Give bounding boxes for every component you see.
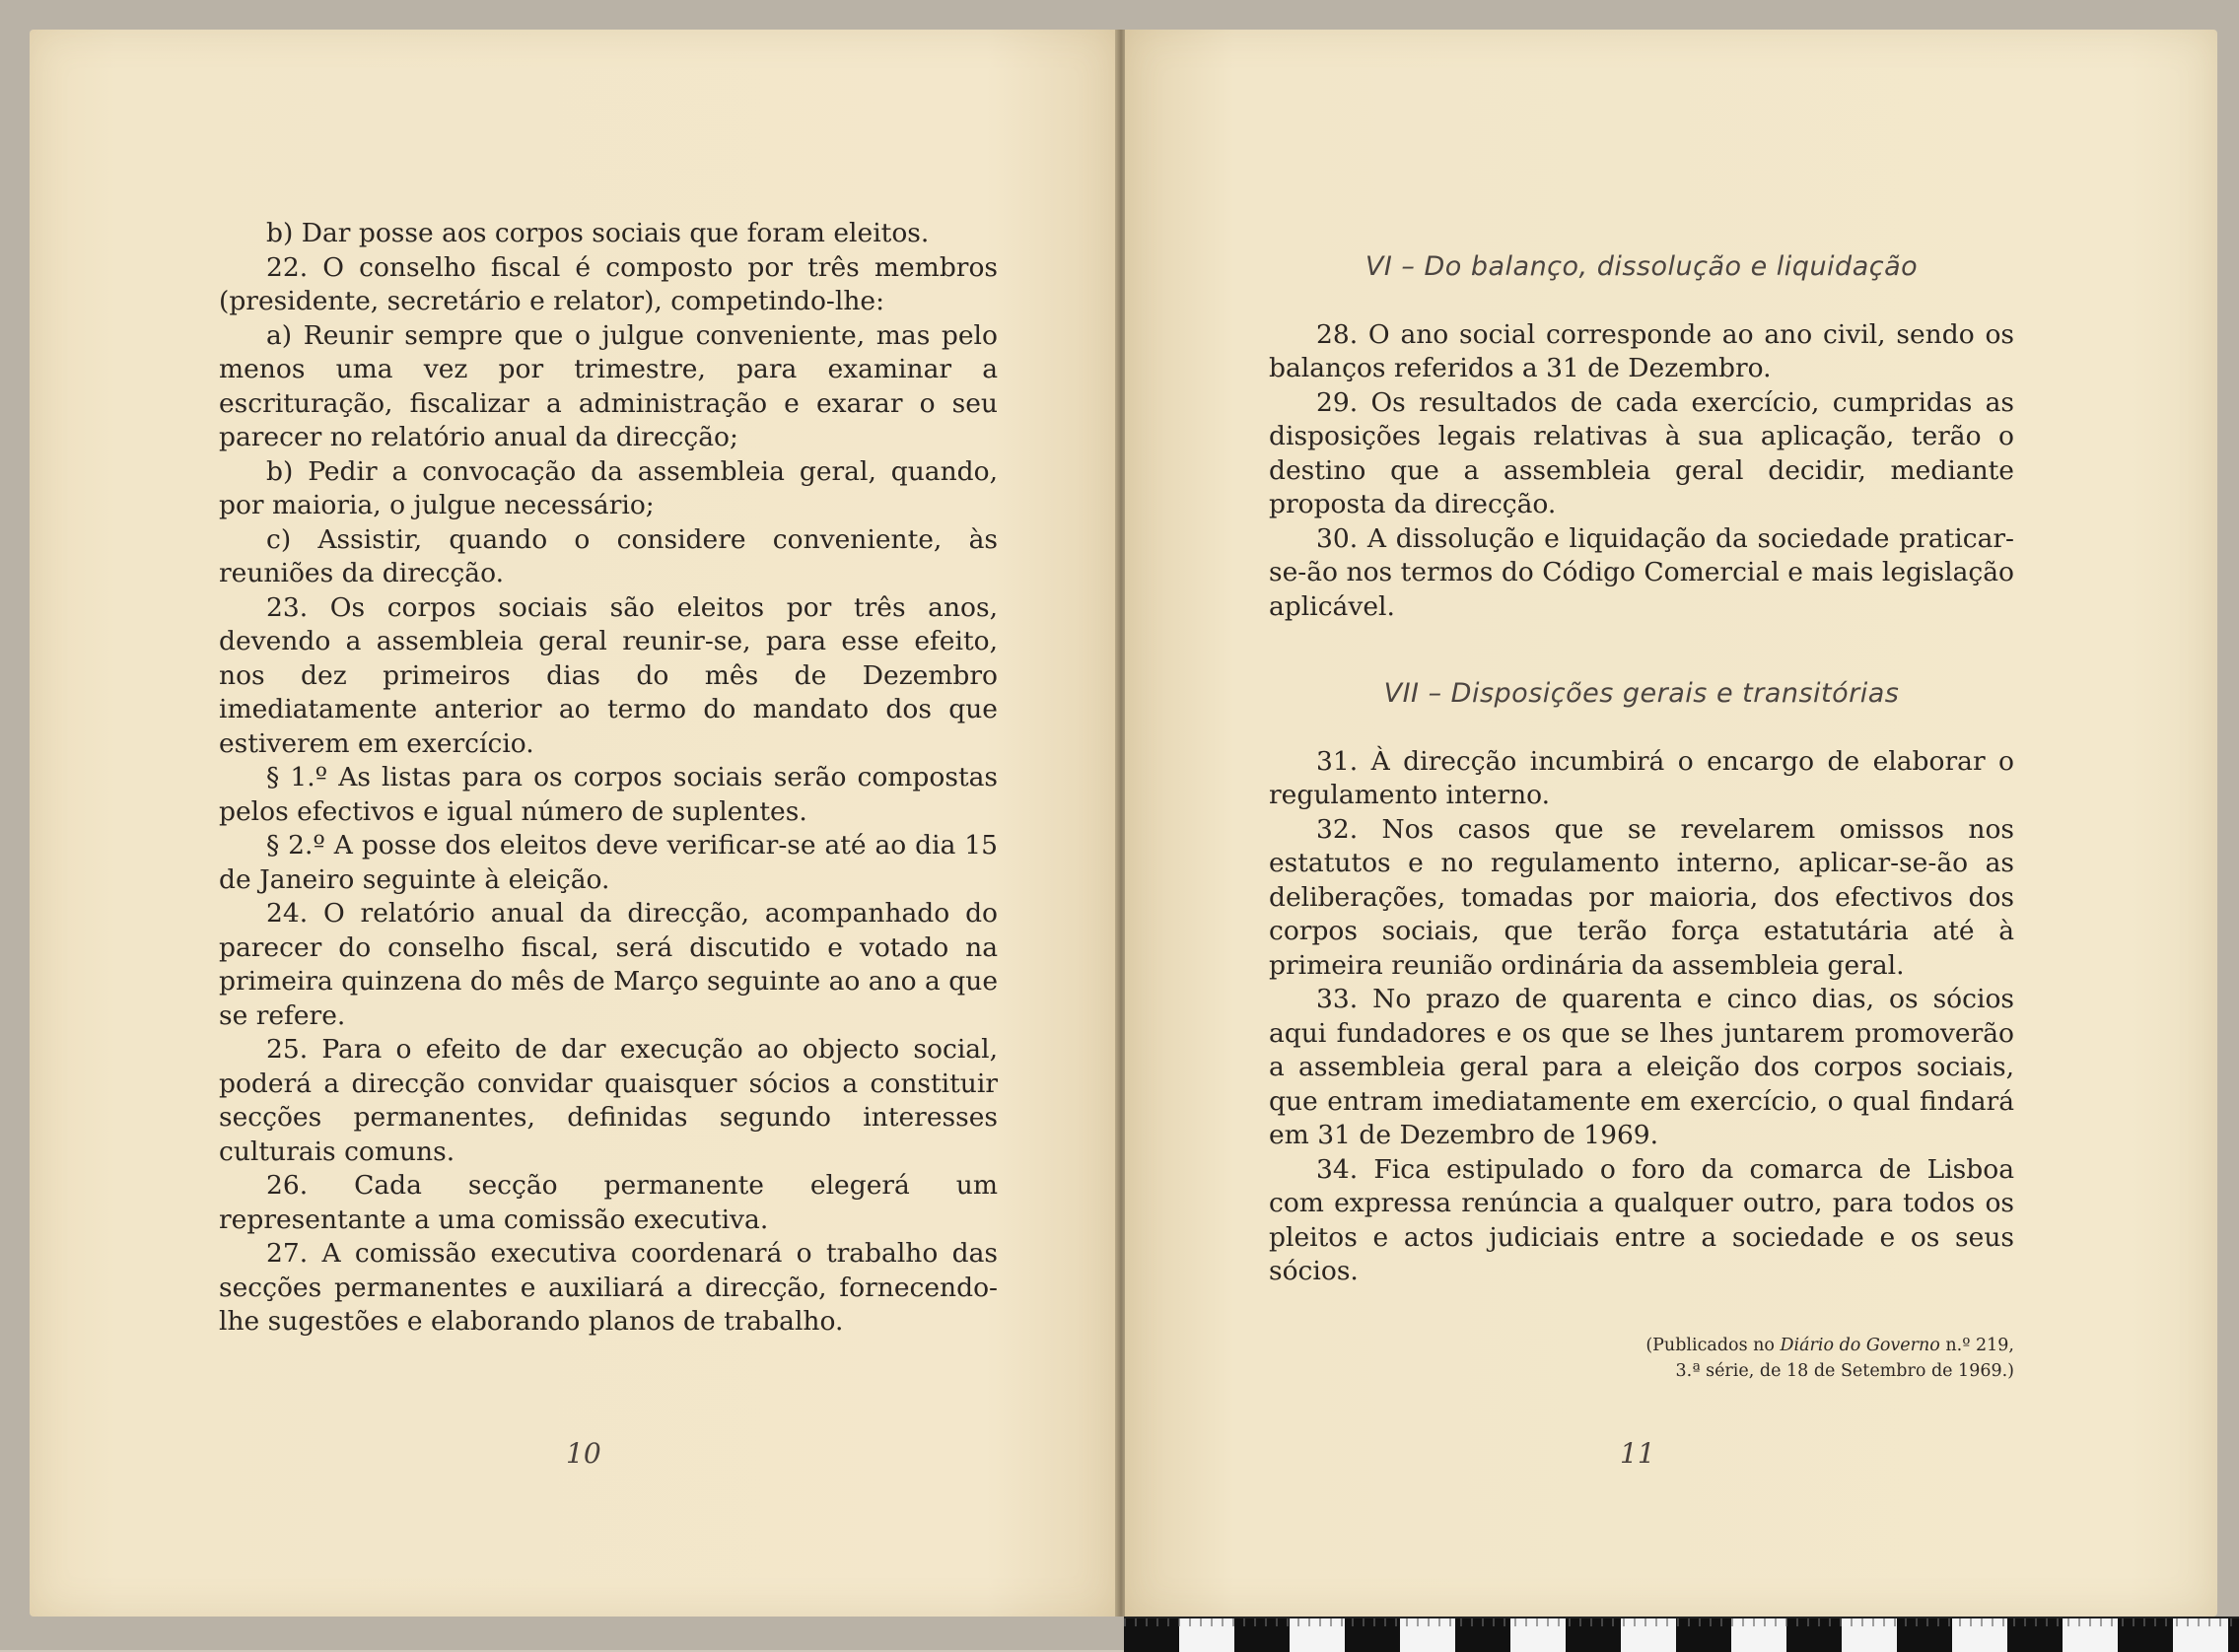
page-number: 10 — [566, 1437, 601, 1470]
note-journal-title: Diário do Governo — [1780, 1335, 1940, 1355]
page-number: 11 — [1620, 1437, 1655, 1470]
paragraph: 34. Fica estipulado o foro da comarca de Lisboa com expressa renúncia a qualquer outro, para todos os pleitos e actos judiciais entre a sociedade e os seus sócios. — [1269, 1153, 2014, 1286]
right-text-column — [1269, 217, 2014, 1384]
paragraph: 24. O relatório anual da direcção, acompanhado do parecer do conselho fiscal, será discutido e votado na primeira quinzena do mês de Março seguinte ao ano a que se refere. — [219, 898, 998, 1031]
right-page — [1125, 30, 2217, 1617]
left-text-column — [219, 217, 998, 1340]
left-page — [30, 30, 1117, 1617]
paragraph: 22. O conselho fiscal é composto por três membros (presidente, secretário e relator), competindo-lhe: — [219, 251, 998, 316]
paragraph: c) Assistir, quando o considere conveniente, às reuniões da direcção. — [219, 523, 998, 588]
paragraph: 29. Os resultados de cada exercício, cumpridas as disposições legais relativas à sua aplicação, terão o destino que a assembleia geral decidir, mediante proposta da direcção. — [1269, 386, 2014, 519]
paragraph: 32. Nos casos que se revelarem omissos nos estatutos e no regulamento interno, aplicar-se-ão as deliberações, tomadas por maioria, dos efectivos dos corpos sociais, que terão força estatutária até à primeira reunião ordinária da assembleia geral. — [1269, 813, 2014, 981]
paragraph: 27. A comissão executiva coordenará o trabalho das secções permanentes e auxiliará a direcção, fornecendo-lhe sugestões e elaborando planos de trabalho. — [219, 1238, 998, 1337]
paragraph: a) Reunir sempre que o julgue conveniente, mas pelo menos uma vez por trimestre, para examinar a escrituração, fiscalizar a administração e exarar o seu parecer no relatório anual da direcção; — [219, 319, 998, 452]
publication-note-line1 — [1269, 1333, 2014, 1358]
paragraph: § 2.º A posse dos eleitos deve verificar-se até ao dia 15 de Janeiro seguinte à eleição. — [219, 830, 998, 895]
publication-note — [1269, 1333, 2014, 1384]
section-heading: VI – Do balanço, dissolução e liquidação — [1364, 251, 1919, 282]
scale-ruler — [1124, 1617, 2239, 1652]
paragraph: 33. No prazo de quarenta e cinco dias, os sócios aqui fundadores e os que se lhes juntarem promoverão a assembleia geral para a eleição dos corpos sociais, que entram imediatamente em exercício, o qual findará em 31 de Dezembro de 1969. — [1269, 984, 2014, 1150]
publication-note-line2: 3.ª série, de 18 de Setembro de 1969.) — [1675, 1360, 2014, 1381]
paragraph: 28. O ano social corresponde ao ano civil, sendo os balanços referidos a 31 de Dezembro. — [1269, 318, 2014, 383]
paragraph: b) Dar posse aos corpos sociais que foram eleitos. — [266, 218, 930, 248]
section-heading: VII – Disposições gerais e transitórias — [1383, 678, 1900, 709]
paragraph: 25. Para o efeito de dar execução ao objecto social, poderá a direcção convidar quaisquer sócios a constituir secções permanentes, definidas segundo interesses culturais comuns. — [219, 1034, 998, 1167]
paragraph: 31. À direcção incumbirá o encargo de elaborar o regulamento interno. — [1269, 745, 2014, 810]
note-text: (Publicados no — [1645, 1335, 1781, 1355]
paragraph: b) Pedir a convocação da assembleia geral, quando, por maioria, o julgue necessário; — [219, 455, 998, 520]
note-text: n.º 219, — [1939, 1335, 2014, 1355]
paragraph: § 1.º As listas para os corpos sociais serão compostas pelos efectivos e igual número de suplentes. — [219, 762, 998, 827]
paragraph: 30. A dissolução e liquidação da sociedade praticar-se-ão nos termos do Código Comercial e mais legislação aplicável. — [1269, 522, 2014, 622]
paragraph: 23. Os corpos sociais são eleitos por três anos, devendo a assembleia geral reunir-se, para esse efeito, nos dez primeiros dias do mês de Dezembro imediatamente anterior ao termo do mandato dos que estiverem em exercício. — [219, 591, 998, 759]
paragraph: 26. Cada secção permanente elegerá um representante a uma comissão executiva. — [219, 1170, 998, 1235]
